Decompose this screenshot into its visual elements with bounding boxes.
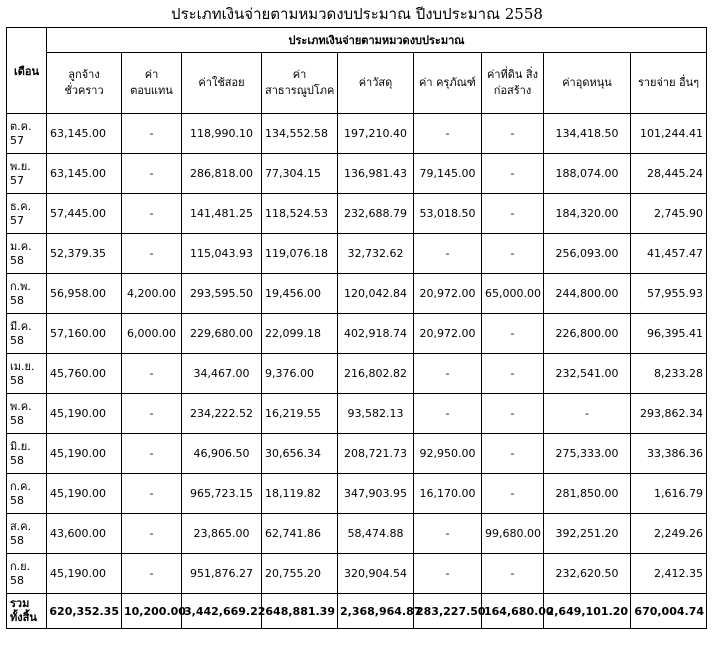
value-cell: 136,981.43 bbox=[338, 154, 414, 194]
value-cell: - bbox=[122, 154, 182, 194]
total-label: รวม ทั้งสิ้น bbox=[7, 594, 47, 629]
value-cell: - bbox=[482, 394, 544, 434]
value-cell: - bbox=[482, 154, 544, 194]
month-cell: มิ.ย. 58 bbox=[7, 434, 47, 474]
month-cell: พ.ย. 57 bbox=[7, 154, 47, 194]
value-cell: 62,741.86 bbox=[262, 514, 338, 554]
value-cell: - bbox=[482, 314, 544, 354]
column-header: ค่าอุดหนุน bbox=[544, 53, 631, 114]
column-header: ค่าใช้สอย bbox=[182, 53, 262, 114]
month-cell: ก.ย. 58 bbox=[7, 554, 47, 594]
column-header: รายจ่าย อื่นๆ bbox=[631, 53, 707, 114]
column-header: ลูกจ้าง ชั่วคราว bbox=[47, 53, 122, 114]
header-group-row bbox=[7, 28, 707, 53]
value-cell: 9,376.00 bbox=[262, 354, 338, 394]
table-row bbox=[7, 474, 707, 514]
value-cell: 56,958.00 bbox=[47, 274, 122, 314]
month-cell: พ.ค. 58 bbox=[7, 394, 47, 434]
column-header: ค่าตอบแทน bbox=[122, 53, 182, 114]
table-row bbox=[7, 554, 707, 594]
value-cell: 34,467.00 bbox=[182, 354, 262, 394]
value-cell: 8,233.28 bbox=[631, 354, 707, 394]
value-cell: - bbox=[482, 554, 544, 594]
value-cell: - bbox=[122, 474, 182, 514]
value-cell: 16,170.00 bbox=[414, 474, 482, 514]
value-cell: - bbox=[414, 114, 482, 154]
value-cell: 33,386.36 bbox=[631, 434, 707, 474]
table-row bbox=[7, 194, 707, 234]
value-cell: 2,249.26 bbox=[631, 514, 707, 554]
total-row bbox=[7, 594, 707, 629]
value-cell: 226,800.00 bbox=[544, 314, 631, 354]
value-cell: 120,042.84 bbox=[338, 274, 414, 314]
total-cell: 3,442,669.22 bbox=[182, 594, 262, 629]
value-cell: 118,990.10 bbox=[182, 114, 262, 154]
value-cell: 234,222.52 bbox=[182, 394, 262, 434]
value-cell: - bbox=[122, 354, 182, 394]
value-cell: 32,732.62 bbox=[338, 234, 414, 274]
value-cell: 57,160.00 bbox=[47, 314, 122, 354]
value-cell: 53,018.50 bbox=[414, 194, 482, 234]
total-cell: 164,680.00 bbox=[482, 594, 544, 629]
value-cell: 118,524.53 bbox=[262, 194, 338, 234]
value-cell: 134,552.58 bbox=[262, 114, 338, 154]
value-cell: 275,333.00 bbox=[544, 434, 631, 474]
value-cell: 96,395.41 bbox=[631, 314, 707, 354]
table-row bbox=[7, 274, 707, 314]
table-body bbox=[7, 114, 707, 594]
value-cell: 347,903.95 bbox=[338, 474, 414, 514]
value-cell: - bbox=[122, 554, 182, 594]
table-row bbox=[7, 434, 707, 474]
value-cell: 28,445.24 bbox=[631, 154, 707, 194]
column-header: ค่า ครุภัณฑ์ bbox=[414, 53, 482, 114]
value-cell: 184,320.00 bbox=[544, 194, 631, 234]
value-cell: 20,972.00 bbox=[414, 274, 482, 314]
total-cell: 2,649,101.20 bbox=[544, 594, 631, 629]
value-cell: 45,190.00 bbox=[47, 474, 122, 514]
value-cell: 216,802.82 bbox=[338, 354, 414, 394]
value-cell: - bbox=[414, 354, 482, 394]
value-cell: 293,862.34 bbox=[631, 394, 707, 434]
total-cell: 648,881.39 bbox=[262, 594, 338, 629]
value-cell: 93,582.13 bbox=[338, 394, 414, 434]
value-cell: 16,219.55 bbox=[262, 394, 338, 434]
value-cell: 45,190.00 bbox=[47, 394, 122, 434]
column-header: ค่าที่ดิน สิ่งก่อสร้าง bbox=[482, 53, 544, 114]
value-cell: 208,721.73 bbox=[338, 434, 414, 474]
value-cell: 63,145.00 bbox=[47, 154, 122, 194]
value-cell: 19,456.00 bbox=[262, 274, 338, 314]
value-cell: - bbox=[482, 434, 544, 474]
value-cell: 30,656.34 bbox=[262, 434, 338, 474]
value-cell: 281,850.00 bbox=[544, 474, 631, 514]
column-header: ค่า สาธารณูปโภค bbox=[262, 53, 338, 114]
value-cell: 2,412.35 bbox=[631, 554, 707, 594]
value-cell: 43,600.00 bbox=[47, 514, 122, 554]
value-cell: - bbox=[482, 194, 544, 234]
month-cell: ส.ค. 58 bbox=[7, 514, 47, 554]
value-cell: 965,723.15 bbox=[182, 474, 262, 514]
value-cell: 232,620.50 bbox=[544, 554, 631, 594]
table-row bbox=[7, 354, 707, 394]
value-cell: - bbox=[122, 434, 182, 474]
value-cell: 6,000.00 bbox=[122, 314, 182, 354]
value-cell: 45,190.00 bbox=[47, 434, 122, 474]
value-cell: 2,745.90 bbox=[631, 194, 707, 234]
month-cell: ธ.ค. 57 bbox=[7, 194, 47, 234]
value-cell: 20,755.20 bbox=[262, 554, 338, 594]
total-cell: 283,227.50 bbox=[414, 594, 482, 629]
value-cell: 141,481.25 bbox=[182, 194, 262, 234]
value-cell: 115,043.93 bbox=[182, 234, 262, 274]
value-cell: 402,918.74 bbox=[338, 314, 414, 354]
value-cell: 197,210.40 bbox=[338, 114, 414, 154]
table-row bbox=[7, 394, 707, 434]
value-cell: - bbox=[482, 234, 544, 274]
value-cell: 256,093.00 bbox=[544, 234, 631, 274]
value-cell: 286,818.00 bbox=[182, 154, 262, 194]
value-cell: - bbox=[414, 394, 482, 434]
value-cell: 1,616.79 bbox=[631, 474, 707, 514]
table-row bbox=[7, 234, 707, 274]
month-header: เดือน bbox=[7, 28, 47, 114]
total-cell: 670,004.74 bbox=[631, 594, 707, 629]
table-row bbox=[7, 514, 707, 554]
column-header: ค่าวัสดุ bbox=[338, 53, 414, 114]
value-cell: - bbox=[122, 194, 182, 234]
value-cell: 951,876.27 bbox=[182, 554, 262, 594]
total-cell: 620,352.35 bbox=[47, 594, 122, 629]
value-cell: 188,074.00 bbox=[544, 154, 631, 194]
value-cell: 134,418.50 bbox=[544, 114, 631, 154]
value-cell: 4,200.00 bbox=[122, 274, 182, 314]
table-row bbox=[7, 154, 707, 194]
table-row bbox=[7, 314, 707, 354]
value-cell: 45,760.00 bbox=[47, 354, 122, 394]
value-cell: - bbox=[414, 554, 482, 594]
value-cell: 46,906.50 bbox=[182, 434, 262, 474]
value-cell: 92,950.00 bbox=[414, 434, 482, 474]
page-title: ประเภทเงินจ่ายตามหมวดงบประมาณ ปีงบประมาณ 2558 bbox=[171, 5, 543, 23]
value-cell: 52,379.35 bbox=[47, 234, 122, 274]
value-cell: 45,190.00 bbox=[47, 554, 122, 594]
value-cell: - bbox=[122, 514, 182, 554]
value-cell: - bbox=[122, 394, 182, 434]
value-cell: 20,972.00 bbox=[414, 314, 482, 354]
month-cell: มี.ค. 58 bbox=[7, 314, 47, 354]
value-cell: - bbox=[482, 474, 544, 514]
value-cell: 119,076.18 bbox=[262, 234, 338, 274]
value-cell: 77,304.15 bbox=[262, 154, 338, 194]
month-cell: เม.ย. 58 bbox=[7, 354, 47, 394]
month-cell: ก.พ. 58 bbox=[7, 274, 47, 314]
table-row bbox=[7, 114, 707, 154]
value-cell: - bbox=[414, 234, 482, 274]
value-cell: 57,445.00 bbox=[47, 194, 122, 234]
value-cell: 244,800.00 bbox=[544, 274, 631, 314]
value-cell: 229,680.00 bbox=[182, 314, 262, 354]
value-cell: 57,955.93 bbox=[631, 274, 707, 314]
value-cell: 232,541.00 bbox=[544, 354, 631, 394]
value-cell: 63,145.00 bbox=[47, 114, 122, 154]
month-cell: ม.ค. 58 bbox=[7, 234, 47, 274]
budget-table bbox=[6, 27, 707, 629]
value-cell: - bbox=[122, 114, 182, 154]
value-cell: 392,251.20 bbox=[544, 514, 631, 554]
value-cell: 232,688.79 bbox=[338, 194, 414, 234]
value-cell: 65,000.00 bbox=[482, 274, 544, 314]
total-cell: 2,368,964.87 bbox=[338, 594, 414, 629]
value-cell: 101,244.41 bbox=[631, 114, 707, 154]
value-cell: 18,119.82 bbox=[262, 474, 338, 514]
value-cell: 79,145.00 bbox=[414, 154, 482, 194]
value-cell: 99,680.00 bbox=[482, 514, 544, 554]
value-cell: - bbox=[482, 354, 544, 394]
value-cell: - bbox=[122, 234, 182, 274]
value-cell: - bbox=[544, 394, 631, 434]
value-cell: 293,595.50 bbox=[182, 274, 262, 314]
value-cell: 58,474.88 bbox=[338, 514, 414, 554]
total-cell: 10,200.00 bbox=[122, 594, 182, 629]
value-cell: - bbox=[414, 514, 482, 554]
month-cell: ต.ค. 57 bbox=[7, 114, 47, 154]
value-cell: 320,904.54 bbox=[338, 554, 414, 594]
month-cell: ก.ค. 58 bbox=[7, 474, 47, 514]
group-header: ประเภทเงินจ่ายตามหมวดงบประมาณ bbox=[47, 28, 707, 53]
value-cell: - bbox=[482, 114, 544, 154]
column-header-row bbox=[7, 53, 707, 114]
value-cell: 41,457.47 bbox=[631, 234, 707, 274]
value-cell: 22,099.18 bbox=[262, 314, 338, 354]
value-cell: 23,865.00 bbox=[182, 514, 262, 554]
